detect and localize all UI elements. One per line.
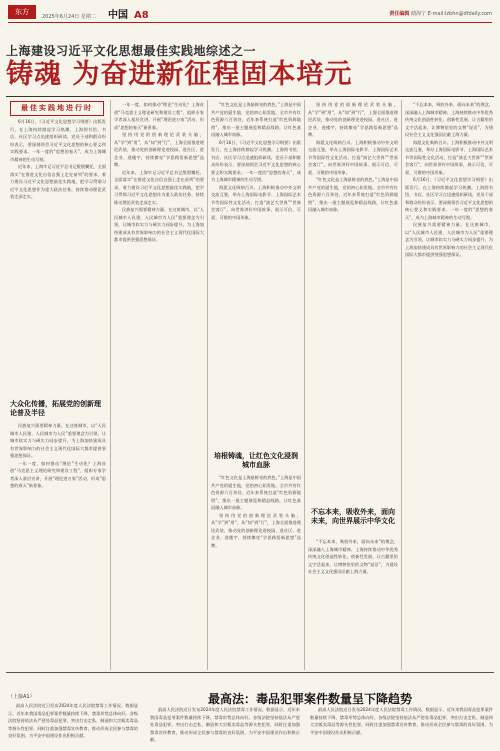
- paragraph: 近年来，上海牢记习近平总书记殷殷嘱托，全面落实“在推进文化自信自强上走在前列”的要求，着力建设习近平文化思想最佳实践地，把学习贯彻习近平文化思想作为重大政治任务，持续推动理论武装走深走实。: [114, 169, 204, 205]
- paragraph: 坚持用党的创新理论武装头脑，从“学”到“用”，从“知”到“行”，上海全面推进理论武装，推动党的创新理论进校园、进社区、进企业、进楼宇，持续擦亮“学思践悟新思想”品牌。: [211, 512, 301, 548]
- paragraph: “红色文化是上海最鲜亮的底色。”上海是中国共产党的诞生地，党的初心始发地。全市共有红色资源六百余处，近年来系统打造“红色资源地图”，推出一批主题展览和精品线路，让红色基因融入城市血脉。: [211, 102, 301, 137]
- paragraph: 海派文化吸纳百川。上海积极推动中外文明交流互鉴，举办上海国际电影节、上海国际艺术节等国际性文化活动，打造“演艺大世界”“世界会客厅”，向世界讲好中国故事，展示可信、可爱、可敬的中国形象。: [308, 139, 398, 175]
- paragraph: “不忘本来，吸收外来，面向未来”的理念，深深融入上海城市精神。上海持续推动中华优秀传统文化创造性转化、创新性发展，让古籍里的文字活起来，让博物馆里的文物“说话”，为建设社会主义文化强国贡献上海力量。: [308, 539, 398, 574]
- column-divider: [207, 100, 208, 670]
- paragraph: “不忘本来，吸收外来，面向未来”的理念，深深融入上海城市精神。上海持续推动中华优秀传统文化创造性转化、创新性发展，让古籍里的文字活起来，让博物馆里的文物“说话”，为建设社会主义文化强国贡献上海力量。: [405, 102, 493, 137]
- newspaper-logo: 东方: [8, 5, 36, 19]
- section-rule: [6, 672, 494, 673]
- paragraph: 海派文化吸纳百川。上海积极推动中外文明交流互鉴，举办上海国际电影节、上海国际艺术节等国际性文化活动，打造“演艺大世界”“世界会客厅”，向世界讲好中国故事，展示可信、可爱、可敬的中国形象。: [405, 139, 493, 175]
- editor-name: 储海宁: [411, 11, 427, 17]
- paragraph: 坚持用党的创新理论武装头脑，从“学”到“用”，从“知”到“行”，上海全面推进理论武装，推动党的创新理论进校园、进社区、进企业、进楼宇，持续擦亮“学思践悟新思想”品牌。: [114, 132, 204, 167]
- page-header: [8, 4, 492, 23]
- column-divider: [110, 100, 111, 670]
- editor-info: [389, 10, 492, 17]
- paragraph: “红色文化是上海最鲜亮的底色。”上海是中国共产党的诞生地，党的初心始发地。全市共有红色资源六百余处，近年来系统打造“红色资源地图”，推出一批主题展览和精品线路，让红色基因融入城市血脉。: [308, 177, 398, 212]
- article-headline: 铸魂 为奋进新征程固本培元: [6, 59, 353, 90]
- bottom-text-column: [310, 706, 493, 748]
- column-divider: [304, 100, 305, 670]
- column-divider: [401, 100, 402, 670]
- text-column: [10, 118, 106, 396]
- subhead-1: 大众化传播，拓展党的创新理论普及半径: [10, 400, 101, 417]
- paragraph: 一年一度，如何推动“理论”生动化？上海首创“马克思主义理论研究和建设工程”，组织专家学者深入基层宣讲，开展“理论进万家”活动，形成“思想的春天”新景象。: [10, 460, 106, 488]
- paragraph: “红色文化是上海最鲜亮的底色。”上海是中国共产党的诞生地，党的初心始发地。全市共有红色资源六百余处，近年来系统打造“红色资源地图”，推出一批主题展览和精品线路，让红色基因融入城市血脉。: [211, 475, 301, 510]
- paragraph: 近年来，上海牢记习近平总书记殷殷嘱托，全面落实“在推进文化自信自强上走在前列”的要求，着力建设习近平文化思想最佳实践地，把学习贯彻习近平文化思想作为重大政治任务，持续推动理论武装走深走实。: [10, 164, 106, 199]
- text-column: [211, 101, 301, 446]
- paragraph: 海派文化吸纳百川。上海积极推动中外文明交流互鉴，举办上海国际电影节、上海国际艺术节等国际性文化活动，打造“演艺大世界”“世界会客厅”，向世界讲好中国故事，展示可信、可爱、可敬的中国形象。: [211, 184, 301, 220]
- paragraph: 6月16日，《习近平文化思想学习纲要》出版发行，在上海持续掀起学习热潮。上海图书馆、书店、社区学习点迅速组织研读，党员干部和群众纷纷表示，要深刻领会习近平文化思想的核心要义和实践要求。一年一度的“思想的春天”，成为上海城市精神的生动写照。: [405, 177, 493, 220]
- subhead-3: 不忘本来，吸收外来，面向未来，向世界展示中华文化: [311, 508, 395, 525]
- bottom-text-column: [150, 706, 300, 748]
- paragraph: 最高人民法院近日发布2024年度人民法院禁毒工作情况。数据显示，近年来我国毒品犯罪案件数量持续下降，禁毒形势总体向好。各级法院坚持依法从严惩处毒品犯罪，突出打击走私、制造和大宗贩卖毒品等源头性犯罪，同时注重加强禁毒宣传教育，推动形成全民参与禁毒的良好氛围，为平安中国建设作出积极贡献。: [310, 707, 493, 735]
- editor-label: 责任编辑: [389, 11, 410, 17]
- section-name: 中国: [108, 10, 128, 21]
- headline-rule: [6, 96, 494, 97]
- page-number: A8: [134, 10, 149, 21]
- bottom-text-column: [8, 702, 138, 748]
- paragraph: 民族复兴需要精神力量。在这座城市，以“人民城市人民建，人民城市为人民”重要理念为引领，让城市软实力与硬实力同步提升，为上海加快建成具有世界影响力的社会主义现代化国际大都市提供坚强思想保证。: [405, 222, 493, 257]
- text-column: [405, 101, 493, 668]
- issue-date: 2025年6月24日 星期二: [42, 14, 96, 20]
- article-kicker: 上海建设习近平文化思想最佳实践地综述之一: [6, 44, 257, 58]
- paragraph: 民族复兴需要精神力量。在这座城市，以“人民城市人民建，人民城市为人民”重要理念为引领，让城市软实力与硬实力同步提升，为上海加快建成具有世界影响力的社会主义现代化国际大都市提供坚强思想保证。: [10, 423, 106, 458]
- paragraph: 一年一度，如何推动“理论”生动化？上海首创“马克思主义理论研究和建设工程”，组织专家学者深入基层宣讲，开展“理论进万家”活动，形成“思想的春天”新景象。: [114, 102, 204, 130]
- paragraph: 6月16日，《习近平文化思想学习纲要》出版发行，在上海持续掀起学习热潮。上海图书馆、书店、社区学习点迅速组织研读，党员干部和群众纷纷表示，要深刻领会习近平文化思想的核心要义和实践要求。一年一度的“思想的春天”，成为上海城市精神的生动写照。: [10, 119, 106, 162]
- column-label: 最佳实践地进行时: [10, 101, 104, 116]
- paragraph: 民族复兴需要精神力量。在这座城市，以“人民城市人民建，人民城市为人民”重要理念为引领，让城市软实力与硬实力同步提升，为上海加快建成具有世界影响力的社会主义现代化国际大都市提供坚强思想保证。: [114, 207, 204, 242]
- text-column: [211, 474, 301, 668]
- text-column: [308, 538, 398, 668]
- editor-email: E-mail:lzbhn@dfdaily.com: [427, 11, 492, 17]
- text-column: [114, 101, 204, 668]
- bottom-article-title: 最高法：毒品犯罪案件数量呈下降趋势: [207, 692, 412, 706]
- subhead-2: 培根铸魂，让红色文化浸润城市血脉: [214, 452, 298, 469]
- section-title: [108, 6, 149, 21]
- paragraph: 最高人民法院近日发布2024年度人民法院禁毒工作情况。数据显示，近年来我国毒品犯罪案件数量持续下降，禁毒形势总体向好。各级法院坚持依法从严惩处毒品犯罪，突出打击走私、制造和大宗贩卖毒品等源头性犯罪，同时注重加强禁毒宣传教育，推动形成全民参与禁毒的良好氛围，为平安中国建设作出积极贡献。: [8, 703, 138, 738]
- paragraph: 最高人民法院近日发布2024年度人民法院禁毒工作情况。数据显示，近年来我国毒品犯罪案件数量持续下降，禁毒形势总体向好。各级法院坚持依法从严惩处毒品犯罪，突出打击走私、制造和大宗贩卖毒品等源头性犯罪，同时注重加强禁毒宣传教育，推动形成全民参与禁毒的良好氛围，为平安中国建设作出积极贡献。: [150, 707, 300, 742]
- text-column: [10, 422, 106, 668]
- paragraph: 坚持用党的创新理论武装头脑，从“学”到“用”，从“知”到“行”，上海全面推进理论武装，推动党的创新理论进校园、进社区、进企业、进楼宇，持续擦亮“学思践悟新思想”品牌。: [308, 102, 398, 137]
- bottom-byline: （上接A1）: [8, 694, 35, 700]
- paragraph: 6月16日，《习近平文化思想学习纲要》出版发行，在上海持续掀起学习热潮。上海图书馆、书店、社区学习点迅速组织研读，党员干部和群众纷纷表示，要深刻领会习近平文化思想的核心要义和实践要求。一年一度的“思想的春天”，成为上海城市精神的生动写照。: [211, 139, 301, 182]
- text-column: [308, 101, 398, 503]
